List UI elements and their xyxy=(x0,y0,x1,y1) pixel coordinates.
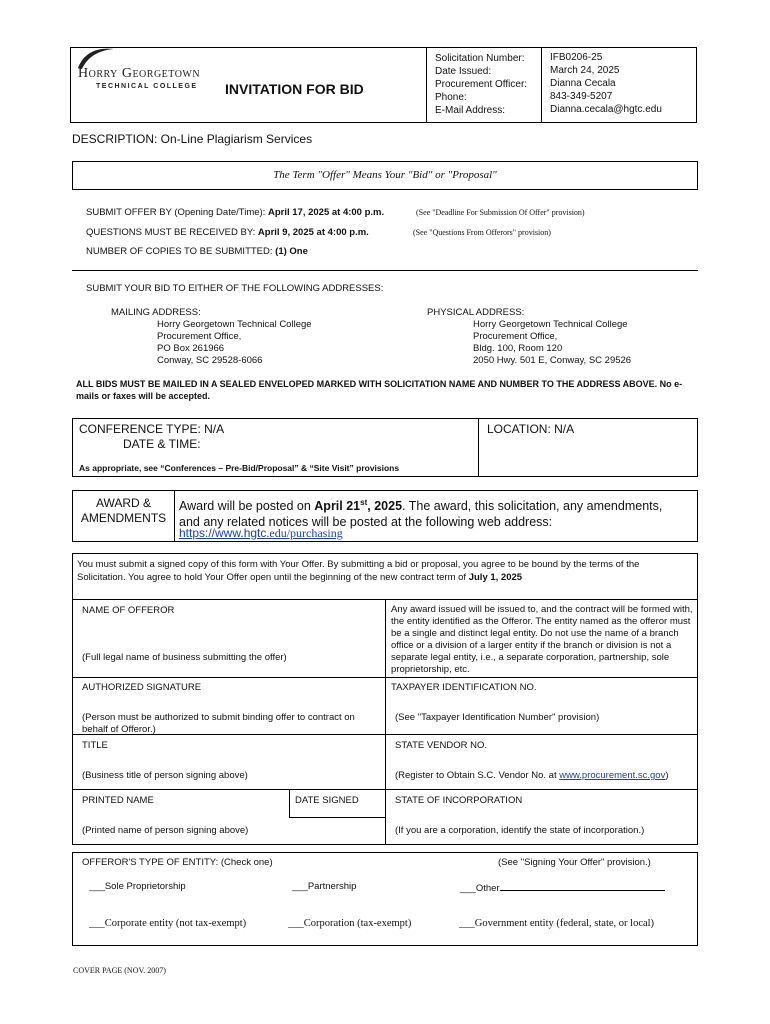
submit-offer-label: SUBMIT OFFER BY (Opening Date/Time): xyxy=(86,207,268,218)
award-box xyxy=(72,490,698,542)
state-vendor-hint-post: ) xyxy=(665,770,669,781)
state-incorporation-field[interactable] xyxy=(386,807,696,821)
date-signed-label: DATE SIGNED xyxy=(295,795,359,806)
entity-option-sole-proprietorship[interactable]: ___Sole Proprietorship xyxy=(89,881,186,892)
entity-option-other[interactable] xyxy=(460,881,665,894)
award-text-post: . The award, this solicitation, any amendments, xyxy=(402,499,663,514)
award-label-line-1: AWARD & xyxy=(95,496,152,510)
logo-line-1: Horry Georgetown xyxy=(78,66,201,81)
conference-note: As appropriate, see “Conferences – Pre-Bid/Proposal” & “Site Visit” provisions xyxy=(79,463,400,473)
agreement-text xyxy=(77,558,689,584)
state-vendor-label: STATE VENDOR NO. xyxy=(395,740,488,751)
award-entity-note: Any award issued will be issued to, and the contract will be formed with, the entity identified as the Offeror. The entity named as the offeror must be a single and distinct legal entity. Do not use the name of a branch office or a division of a larger entity if the branch or division is not a separate legal entity, i.e., a separate corporation, partnership, sole proprietorship, etc. xyxy=(391,604,693,675)
name-of-offeror-label: NAME OF OFFEROR xyxy=(82,605,175,616)
header-box xyxy=(70,47,697,123)
offer-form xyxy=(72,553,698,845)
authorized-signature-hint: (Person must be authorized to submit binding offer to contract on behalf of Offeror.) xyxy=(82,712,355,735)
state-vendor-hint-pre: (Register to Obtain S.C. Vendor No. at xyxy=(395,770,560,781)
copies-value: (1) One xyxy=(275,246,308,257)
printed-name-label: PRINTED NAME xyxy=(82,795,154,806)
award-text-line-2: and any related notices will be posted at the following web address: xyxy=(179,515,553,530)
conference-type: CONFERENCE TYPE: N/A xyxy=(79,422,225,436)
name-of-offeror-field[interactable] xyxy=(74,618,384,648)
submit-offer-value: April 17, 2025 at 4:00 p.m. xyxy=(267,207,385,218)
mailing-address-label: MAILING ADDRESS: xyxy=(111,307,201,318)
title-field[interactable] xyxy=(74,752,384,768)
purchasing-link[interactable] xyxy=(179,526,343,541)
state-incorporation-hint: (If you are a corporation, identify the state of incorporation.) xyxy=(395,825,645,836)
physical-address-label: PHYSICAL ADDRESS: xyxy=(427,307,525,318)
entity-option-other-label: ___Other xyxy=(460,883,500,894)
award-date: April 21 xyxy=(314,499,361,514)
copies-row xyxy=(86,246,308,257)
state-incorporation-label: STATE OF INCORPORATION xyxy=(395,795,523,806)
mailing-address: Horry Georgetown Technical College Procurement Office, PO Box 261966 Conway, SC 29528-6066 xyxy=(157,319,312,366)
description: DESCRIPTION: On-Line Plagiarism Services xyxy=(72,132,313,146)
authorized-signature-field[interactable] xyxy=(74,694,384,712)
title-hint: (Business title of person signing above) xyxy=(82,770,248,781)
conference-box xyxy=(72,418,698,477)
solicitation-info-labels: Solicitation Number: Date Issued: Procurement Officer: Phone: E-Mail Address: xyxy=(435,53,528,116)
college-logo xyxy=(74,48,219,93)
printed-name-hint: (Printed name of person signing above) xyxy=(82,825,249,836)
section-divider xyxy=(72,270,698,271)
purchasing-link-part-1: https://www.hgtc xyxy=(179,526,267,540)
questions-note: (See "Questions From Offerors" provision) xyxy=(413,228,551,237)
award-text-pre: Award will be posted on xyxy=(179,499,315,514)
questions-row xyxy=(86,227,369,238)
questions-label: QUESTIONS MUST BE RECEIVED BY: xyxy=(86,227,258,238)
name-of-offeror-hint: (Full legal name of business submitting the offer) xyxy=(82,652,287,663)
submit-offer-row xyxy=(86,207,384,218)
state-vendor-hint xyxy=(395,770,669,781)
submit-offer-note: (See "Deadline For Submission Of Offer" provision) xyxy=(416,208,585,217)
taxpayer-id-label: TAXPAYER IDENTIFICATION NO. xyxy=(391,682,537,693)
agreement-date: July 1, 2025 xyxy=(468,572,523,583)
award-date-year: , 2025 xyxy=(367,499,403,514)
document-title: INVITATION FOR BID xyxy=(225,81,364,97)
entity-option-partnership[interactable]: ___Partnership xyxy=(292,881,357,892)
logo-line-2: TECHNICAL COLLEGE xyxy=(96,83,198,90)
conference-location: LOCATION: N/A xyxy=(487,422,575,436)
header-divider-1 xyxy=(426,48,427,122)
addresses-heading: SUBMIT YOUR BID TO EITHER OF THE FOLLOWING ADDRESSES: xyxy=(86,283,384,294)
questions-value: April 9, 2025 at 4:00 p.m. xyxy=(257,227,369,238)
entity-other-blank[interactable] xyxy=(500,881,665,891)
conference-divider xyxy=(478,419,479,476)
sealed-bid-notice: ALL BIDS MUST BE MAILED IN A SEALED ENVELOPED MARKED WITH SOLICITATION NAME AND NUMBER TO THE ADDRESS ABOVE. No e-mails or faxes will be accepted. xyxy=(76,379,683,401)
state-vendor-field[interactable] xyxy=(386,752,696,768)
offer-term-box xyxy=(72,161,698,190)
entity-type-note: (See "Signing Your Offer" provision.) xyxy=(498,857,651,868)
agreement-body: You must submit a signed copy of this form with Your Offer. By submitting a bid or proposal, you agree to be bound by the terms of the Solicitation. You agree to hold Your Offer open until the beginning of the new contract term of xyxy=(77,559,640,583)
award-divider xyxy=(174,491,175,541)
taxpayer-id-hint: (See "Taxpayer Identification Number" provision) xyxy=(395,712,600,723)
conference-date-time: DATE & TIME: xyxy=(123,437,201,451)
physical-address: Horry Georgetown Technical College Procurement Office, Bldg. 100, Room 120 2050 Hwy. 501 E, Conway, SC 29526 xyxy=(473,319,632,366)
procurement-link[interactable]: www.procurement.sc.gov xyxy=(559,770,666,781)
award-label xyxy=(73,496,174,526)
entity-option-government-entity[interactable]: ___Government entity (federal, state, or local) xyxy=(459,918,655,929)
authorized-signature-label: AUTHORIZED SIGNATURE xyxy=(82,682,202,693)
entity-type-box xyxy=(72,852,698,946)
award-date-suffix: st xyxy=(360,498,368,507)
award-text xyxy=(179,495,662,530)
form-col-divider-date xyxy=(289,789,290,817)
printed-name-field[interactable] xyxy=(74,807,288,821)
header-divider-2 xyxy=(541,48,542,122)
entity-option-corporate-entity[interactable]: ___Corporate entity (not tax-exempt) xyxy=(89,918,247,929)
solicitation-info-values: IFB0206-25 March 24, 2025 Dianna Cecala 843-349-5207 Dianna.cecala@hgtc.edu xyxy=(550,52,662,115)
entity-option-corporation-tax-exempt[interactable]: ___Corporation (tax-exempt) xyxy=(288,918,412,929)
date-signed-field[interactable] xyxy=(290,818,384,842)
title-label: TITLE xyxy=(82,740,108,751)
footer-cover-page: COVER PAGE (NOV. 2007) xyxy=(73,966,166,975)
taxpayer-id-field[interactable] xyxy=(386,694,696,712)
award-label-line-2: AMENDMENTS xyxy=(80,511,167,525)
purchasing-link-part-2: .edu/purchasing xyxy=(266,526,343,540)
entity-type-heading: OFFEROR'S TYPE OF ENTITY: (Check one) xyxy=(82,857,273,868)
offer-term-text: The Term "Offer" Means Your "Bid" or "Proposal" xyxy=(273,169,497,181)
copies-label: NUMBER OF COPIES TO BE SUBMITTED: xyxy=(86,246,276,257)
